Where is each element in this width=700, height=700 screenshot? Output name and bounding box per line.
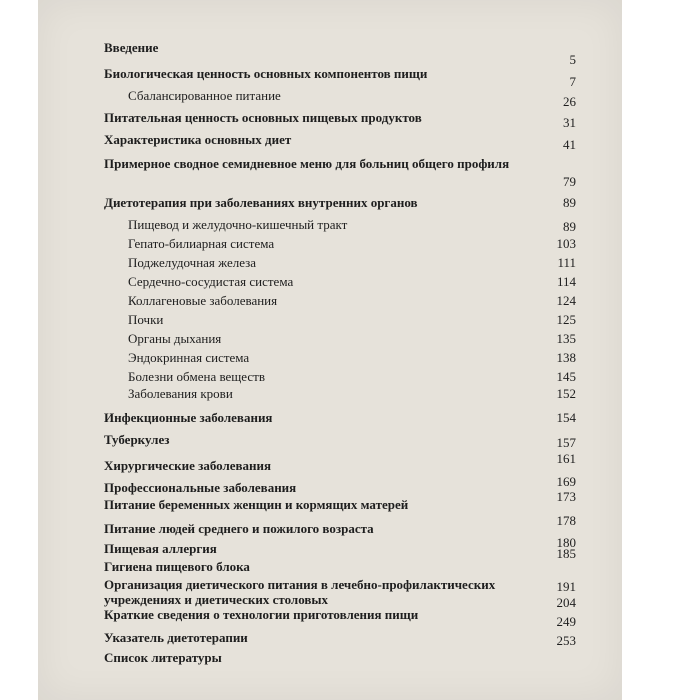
toc-entry-page: 204 xyxy=(556,595,576,610)
toc-entry-page: 253 xyxy=(556,633,576,648)
toc-entry-page: 249 xyxy=(556,614,576,629)
toc-entry-title: Список литературы xyxy=(104,650,222,665)
toc-entry-title: Введение xyxy=(104,40,159,55)
toc-entry-title: Поджелудочная железа xyxy=(128,255,257,270)
toc-entry-title: Сбалансированное питание xyxy=(128,88,281,103)
toc-entry-title: Хирургические заболевания xyxy=(104,458,272,473)
toc-entry-page: 125 xyxy=(556,312,576,327)
toc-entry-title: Гигиена пищевого блока xyxy=(104,559,250,574)
toc-entry-title: Пищевая аллергия xyxy=(104,541,217,556)
toc-entry-title: Питание беременных женщин и кормящих матерей xyxy=(104,497,409,512)
toc-entry-title: Примерное сводное семидневное меню для больниц общего профиля xyxy=(104,156,510,171)
toc-entry-page: 145 xyxy=(556,369,576,384)
toc-entry-page: 173 xyxy=(556,489,576,504)
toc-entry-page: 114 xyxy=(556,274,576,289)
toc-entry-title: Сердечно-сосудистая система xyxy=(128,274,294,289)
toc-entry-page: 152 xyxy=(556,386,576,401)
toc-entry-page: 89 xyxy=(563,195,576,210)
toc-entry-title: Указатель диетотерапии xyxy=(104,630,248,645)
toc-entry-page: 41 xyxy=(563,137,576,152)
toc-entry-title: Болезни обмена веществ xyxy=(128,369,265,384)
toc-entry-title: Диетотерапия при заболеваниях внутренних органов xyxy=(104,195,418,210)
toc-entry-title: Заболевания крови xyxy=(128,386,233,401)
toc-entry-page: 5 xyxy=(569,52,576,67)
toc-entry-title: Эндокринная система xyxy=(128,350,250,365)
toc-entry-page: 135 xyxy=(556,331,576,346)
toc-entry-title: Коллагеновые заболевания xyxy=(128,293,278,308)
toc-entry-title: Питание людей среднего и пожилого возраста xyxy=(104,521,374,536)
toc-entry-title: Пищевод и желудочно-кишечный тракт xyxy=(128,217,348,232)
toc-entry-page: 79 xyxy=(563,174,576,189)
toc-entry-title: Характеристика основных диет xyxy=(104,132,292,147)
toc-entry-page: 191 xyxy=(556,579,576,594)
toc-entry-page: 161 xyxy=(556,451,576,466)
toc-entry-title: Биологическая ценность основных компонентов пищи xyxy=(104,66,428,81)
toc-entry-page: 169 xyxy=(556,474,576,489)
toc-entry-page: 180 xyxy=(556,535,576,550)
table-of-contents xyxy=(104,0,584,700)
toc-entry-page: 157 xyxy=(556,435,576,450)
toc-entry-title: Питательная ценность основных пищевых продуктов xyxy=(104,110,422,125)
toc-entry-title: Краткие сведения о технологии приготовления пищи xyxy=(104,607,419,622)
toc-entry-page: 154 xyxy=(556,410,576,425)
toc-entry-page: 7 xyxy=(569,74,576,89)
toc-entry-title: Инфекционные заболевания xyxy=(104,410,273,425)
toc-entry-page: 89 xyxy=(563,219,576,234)
toc-entry-title: Почки xyxy=(128,312,164,327)
toc-entry-page: 31 xyxy=(563,115,576,130)
toc-entry-page: 111 xyxy=(557,255,576,270)
toc-entry-title: Организация диетического питания в лечебно-профилактических учреждениях и диетических столовых xyxy=(104,577,496,607)
toc-entry-page: 185 xyxy=(556,546,576,561)
toc-entry-title: Гепато-билиарная система xyxy=(128,236,275,251)
toc-entry-page: 103 xyxy=(556,236,576,251)
toc-entry-page: 138 xyxy=(556,350,576,365)
toc-entry-title: Органы дыхания xyxy=(128,331,222,346)
toc-entry-title: Туберкулез xyxy=(104,432,170,447)
toc-entry-page: 178 xyxy=(556,513,576,528)
toc-entry-page: 26 xyxy=(563,94,576,109)
toc-entry-page: 124 xyxy=(556,293,576,308)
toc-entry-title: Профессиональные заболевания xyxy=(104,480,297,495)
